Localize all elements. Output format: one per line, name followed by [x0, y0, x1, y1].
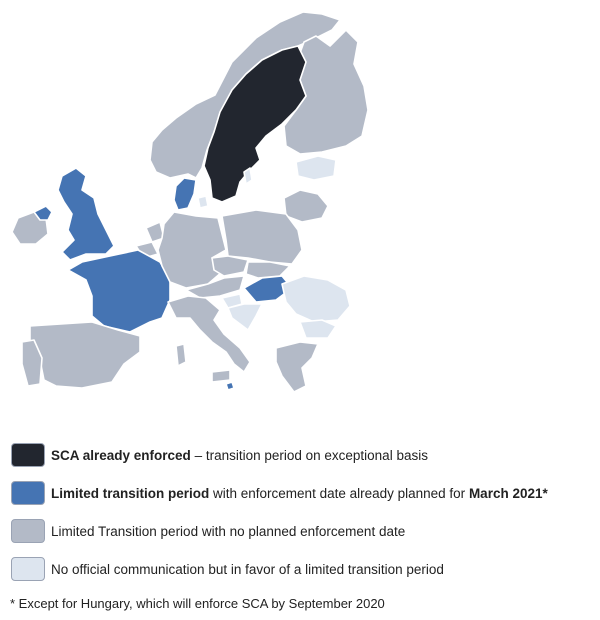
country-spain	[30, 322, 140, 388]
island-malta	[226, 382, 234, 390]
legend-item	[8, 519, 598, 557]
country-germany	[158, 212, 226, 288]
legend	[8, 443, 598, 595]
legend-label: Limited Transition period with no planned enforcement date	[51, 524, 406, 539]
legend-item	[8, 557, 598, 595]
legend-swatch	[11, 481, 45, 505]
legend-label: Limited transition period with enforcement date already planned for March 2021*	[51, 486, 548, 501]
island-zealand	[198, 196, 208, 208]
legend-swatch	[11, 519, 45, 543]
country-poland	[222, 210, 302, 264]
island-gotland	[244, 168, 252, 184]
country-baltics	[284, 190, 328, 222]
island-sicily	[212, 370, 230, 382]
footnote: * Except for Hungary, which will enforce SCA by September 2020	[10, 596, 385, 611]
country-bulgaria	[300, 320, 336, 338]
country-slovakia	[246, 262, 290, 278]
country-uk	[58, 168, 114, 260]
legend-label: No official communication but in favor of a limited transition period	[51, 562, 444, 577]
country-estonia	[296, 156, 336, 180]
country-denmark	[174, 178, 196, 210]
country-croatia	[228, 304, 262, 330]
legend-item	[8, 481, 598, 519]
country-france	[68, 250, 170, 332]
island-sardinia	[176, 344, 186, 366]
legend-item	[8, 443, 598, 481]
legend-swatch	[11, 443, 45, 467]
legend-label: SCA already enforced – transition period on exceptional basis	[51, 448, 428, 463]
country-greece	[276, 342, 318, 392]
country-romania	[282, 276, 350, 322]
legend-swatch	[11, 557, 45, 581]
